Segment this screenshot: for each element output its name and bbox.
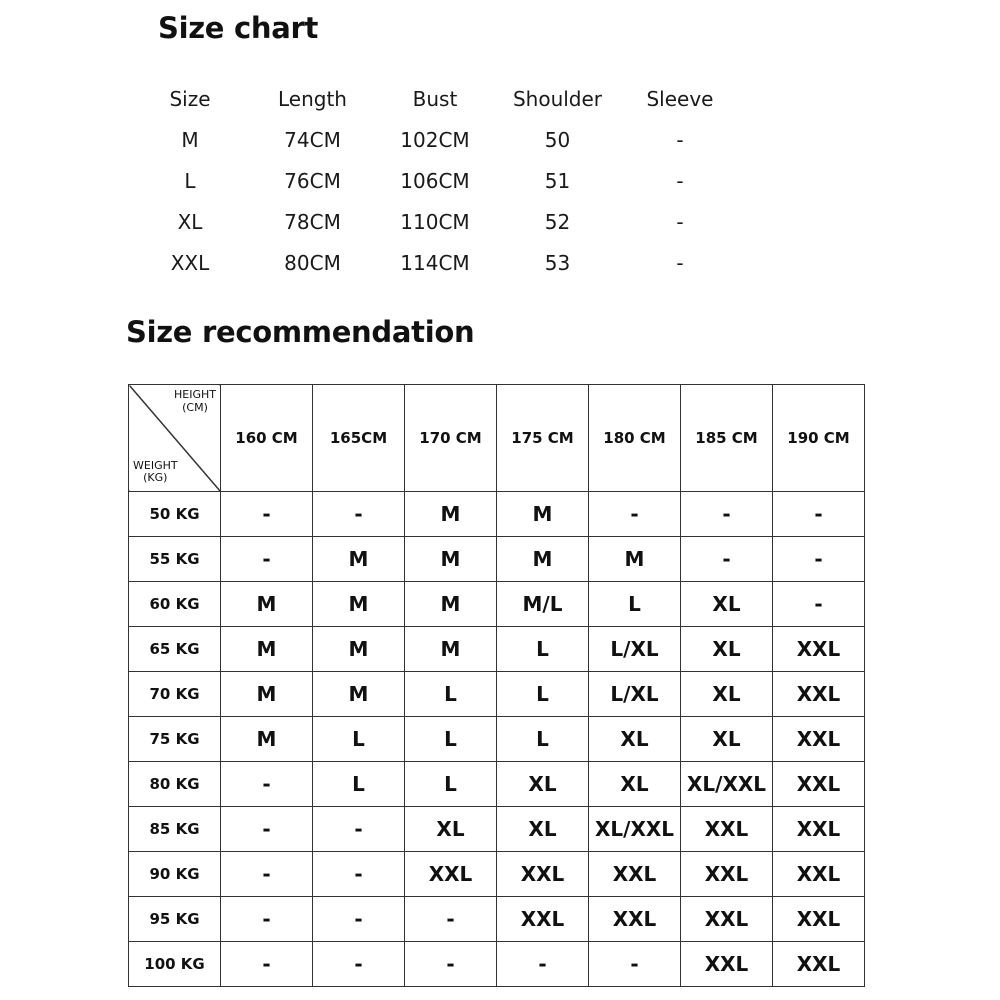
recommended-size-cell: M bbox=[313, 627, 405, 672]
weight-row bbox=[129, 807, 865, 852]
height-axis-label bbox=[174, 389, 216, 414]
height-header-row bbox=[129, 385, 865, 492]
recommended-size-cell: XXL bbox=[773, 717, 865, 762]
size-chart-row bbox=[140, 160, 730, 201]
recommended-size-cell: M bbox=[313, 582, 405, 627]
recommended-size-cell: XL/XXL bbox=[589, 807, 681, 852]
weight-header: 95 KG bbox=[129, 897, 221, 942]
recommended-size-cell: L bbox=[497, 627, 589, 672]
height-header: 190 CM bbox=[773, 385, 865, 492]
weight-row bbox=[129, 627, 865, 672]
recommended-size-cell: M bbox=[221, 582, 313, 627]
recommended-size-cell: L bbox=[405, 672, 497, 717]
recommended-size-cell: - bbox=[313, 852, 405, 897]
recommended-size-cell: - bbox=[221, 492, 313, 537]
recommended-size-cell: - bbox=[405, 897, 497, 942]
recommended-size-cell: - bbox=[681, 492, 773, 537]
weight-row bbox=[129, 717, 865, 762]
recommended-size-cell: - bbox=[313, 942, 405, 987]
recommended-size-cell: XXL bbox=[589, 897, 681, 942]
recommended-size-cell: - bbox=[221, 852, 313, 897]
length-value: 78CM bbox=[284, 209, 341, 234]
recommended-size-cell: M bbox=[221, 672, 313, 717]
size-value: M bbox=[181, 127, 199, 152]
recommended-size-cell: XL bbox=[681, 672, 773, 717]
recommended-size-cell: XXL bbox=[773, 672, 865, 717]
size-value: XXL bbox=[170, 250, 210, 275]
sleeve-value: - bbox=[676, 168, 684, 193]
recommended-size-cell: XXL bbox=[405, 852, 497, 897]
sleeve-value: - bbox=[676, 127, 684, 152]
recommended-size-cell: XL bbox=[405, 807, 497, 852]
recommended-size-cell: XXL bbox=[773, 627, 865, 672]
recommended-size-cell: - bbox=[221, 897, 313, 942]
weight-row bbox=[129, 582, 865, 627]
shoulder-value: 50 bbox=[544, 127, 571, 152]
recommended-size-cell: XXL bbox=[773, 852, 865, 897]
recommended-size-cell: XXL bbox=[497, 852, 589, 897]
recommended-size-cell: L bbox=[313, 762, 405, 807]
height-header: 175 CM bbox=[497, 385, 589, 492]
size-value: L bbox=[184, 168, 196, 193]
size-chart-table bbox=[140, 78, 730, 283]
size-recommendation-title: Size recommendation bbox=[126, 315, 475, 349]
recommended-size-cell: M bbox=[221, 627, 313, 672]
bust-value: 106CM bbox=[400, 168, 470, 193]
recommended-size-cell: XXL bbox=[681, 852, 773, 897]
recommended-size-cell: L bbox=[405, 762, 497, 807]
recommended-size-cell: XL/XXL bbox=[681, 762, 773, 807]
weight-header: 65 KG bbox=[129, 627, 221, 672]
height-header: 160 CM bbox=[221, 385, 313, 492]
recommended-size-cell: XL bbox=[681, 717, 773, 762]
recommended-size-cell: M bbox=[497, 492, 589, 537]
recommended-size-cell: M bbox=[589, 537, 681, 582]
recommended-size-cell: L bbox=[589, 582, 681, 627]
recommended-size-cell: L bbox=[497, 717, 589, 762]
corner-cell bbox=[129, 385, 221, 492]
recommended-size-cell: L bbox=[497, 672, 589, 717]
weight-header: 80 KG bbox=[129, 762, 221, 807]
recommended-size-cell: L bbox=[313, 717, 405, 762]
recommended-size-cell: M bbox=[405, 492, 497, 537]
height-header: 180 CM bbox=[589, 385, 681, 492]
recommended-size-cell: - bbox=[221, 537, 313, 582]
recommended-size-cell: M bbox=[221, 717, 313, 762]
weight-label: WEIGHT bbox=[133, 458, 178, 472]
recommended-size-cell: - bbox=[773, 492, 865, 537]
header-shoulder: Shoulder bbox=[512, 86, 603, 111]
weight-header: 100 KG bbox=[129, 942, 221, 987]
recommended-size-cell: - bbox=[589, 492, 681, 537]
header-length: Length bbox=[278, 86, 347, 111]
weight-row bbox=[129, 762, 865, 807]
height-header: 165CM bbox=[313, 385, 405, 492]
recommended-size-cell: M bbox=[405, 537, 497, 582]
height-header: 185 CM bbox=[681, 385, 773, 492]
recommended-size-cell: - bbox=[497, 942, 589, 987]
header-size: Size bbox=[169, 86, 211, 111]
bust-value: 114CM bbox=[400, 250, 470, 275]
recommended-size-cell: - bbox=[681, 537, 773, 582]
height-header: 170 CM bbox=[405, 385, 497, 492]
recommended-size-cell: - bbox=[313, 492, 405, 537]
recommended-size-cell: M bbox=[313, 672, 405, 717]
weight-unit: (KG) bbox=[143, 471, 168, 485]
weight-row bbox=[129, 492, 865, 537]
recommended-size-cell: XL bbox=[681, 582, 773, 627]
size-value: XL bbox=[177, 209, 203, 234]
recommended-size-cell: XL bbox=[681, 627, 773, 672]
recommended-size-cell: - bbox=[221, 942, 313, 987]
recommended-size-cell: - bbox=[221, 807, 313, 852]
weight-header: 90 KG bbox=[129, 852, 221, 897]
weight-header: 50 KG bbox=[129, 492, 221, 537]
recommended-size-cell: XL bbox=[589, 762, 681, 807]
recommended-size-cell: L/XL bbox=[589, 627, 681, 672]
size-chart-row bbox=[140, 201, 730, 242]
sleeve-value: - bbox=[676, 250, 684, 275]
recommended-size-cell: L/XL bbox=[589, 672, 681, 717]
weight-row bbox=[129, 942, 865, 987]
size-chart-row bbox=[140, 119, 730, 160]
sleeve-value: - bbox=[676, 209, 684, 234]
recommended-size-cell: XL bbox=[497, 762, 589, 807]
recommended-size-cell: XXL bbox=[681, 897, 773, 942]
recommended-size-cell: XXL bbox=[681, 807, 773, 852]
recommended-size-cell: XL bbox=[497, 807, 589, 852]
weight-header: 75 KG bbox=[129, 717, 221, 762]
weight-header: 55 KG bbox=[129, 537, 221, 582]
length-value: 76CM bbox=[284, 168, 341, 193]
recommended-size-cell: L bbox=[405, 717, 497, 762]
recommended-size-cell: M bbox=[313, 537, 405, 582]
recommended-size-cell: XXL bbox=[497, 897, 589, 942]
recommended-size-cell: M/L bbox=[497, 582, 589, 627]
recommended-size-cell: XXL bbox=[773, 897, 865, 942]
recommended-size-cell: XXL bbox=[773, 807, 865, 852]
recommended-size-cell: - bbox=[405, 942, 497, 987]
weight-row bbox=[129, 852, 865, 897]
recommended-size-cell: M bbox=[497, 537, 589, 582]
weight-header: 70 KG bbox=[129, 672, 221, 717]
recommended-size-cell: XL bbox=[589, 717, 681, 762]
recommended-size-cell: XXL bbox=[589, 852, 681, 897]
recommended-size-cell: - bbox=[313, 897, 405, 942]
size-chart-header-row bbox=[140, 78, 730, 119]
bust-value: 110CM bbox=[400, 209, 470, 234]
recommended-size-cell: M bbox=[405, 627, 497, 672]
recommended-size-cell: XXL bbox=[681, 942, 773, 987]
header-bust: Bust bbox=[412, 86, 458, 111]
recommendation-body bbox=[129, 492, 865, 987]
recommended-size-cell: - bbox=[313, 807, 405, 852]
header-sleeve: Sleeve bbox=[646, 86, 714, 111]
bust-value: 102CM bbox=[400, 127, 470, 152]
recommended-size-cell: XXL bbox=[773, 762, 865, 807]
weight-row bbox=[129, 672, 865, 717]
recommended-size-cell: - bbox=[773, 582, 865, 627]
size-recommendation-table bbox=[128, 384, 865, 987]
weight-row bbox=[129, 897, 865, 942]
weight-row bbox=[129, 537, 865, 582]
height-label: HEIGHT bbox=[174, 388, 216, 401]
length-value: 80CM bbox=[284, 250, 341, 275]
length-value: 74CM bbox=[284, 127, 341, 152]
size-chart-title: Size chart bbox=[158, 11, 319, 45]
height-unit: (CM) bbox=[182, 400, 208, 414]
recommended-size-cell: - bbox=[221, 762, 313, 807]
recommended-size-cell: - bbox=[773, 537, 865, 582]
recommended-size-cell: - bbox=[589, 942, 681, 987]
weight-header: 85 KG bbox=[129, 807, 221, 852]
shoulder-value: 53 bbox=[544, 250, 571, 275]
weight-header: 60 KG bbox=[129, 582, 221, 627]
recommended-size-cell: M bbox=[405, 582, 497, 627]
shoulder-value: 51 bbox=[544, 168, 571, 193]
size-chart-row bbox=[140, 242, 730, 283]
weight-axis-label bbox=[133, 460, 178, 485]
recommended-size-cell: XXL bbox=[773, 942, 865, 987]
shoulder-value: 52 bbox=[544, 209, 571, 234]
